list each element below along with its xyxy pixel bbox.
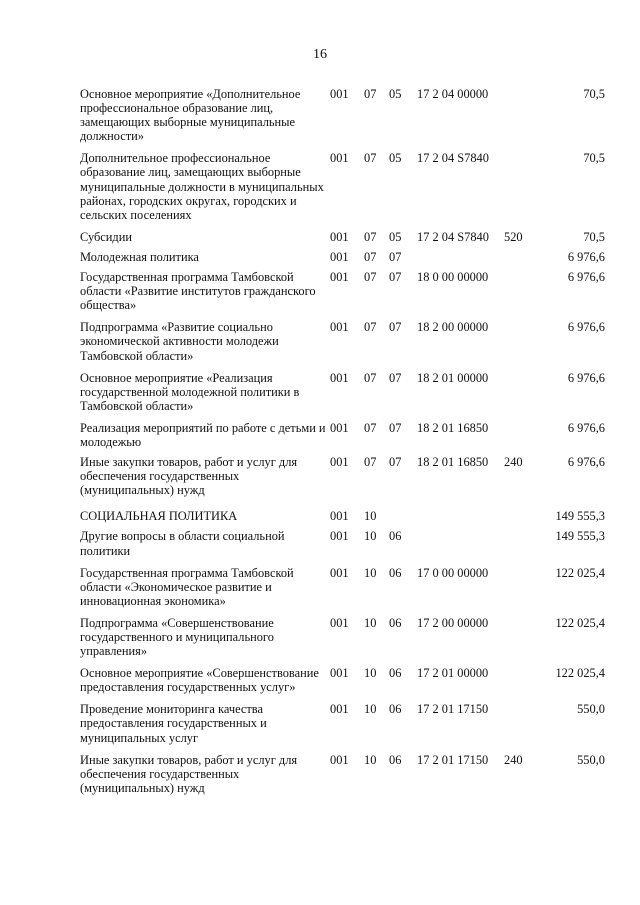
row-name: Основное мероприятие «Дополнительное профессиональное образование лиц, замещающих выборные муниципальные должности» [80,87,301,144]
row-name: Проведение мониторинга качества предоставления государственных и муниципальных услуг [80,702,267,745]
row-code: 001 [330,666,349,681]
table-row [80,566,605,608]
row-article: 18 2 01 16850 [417,420,489,435]
row-code: 001 [330,229,349,244]
row-article: 18 0 00 00000 [417,270,489,285]
row-sum: 70,5 [583,229,605,244]
table-row [80,702,605,744]
row-section: 07 [364,455,377,470]
row-sum: 6 976,6 [567,370,605,385]
row-sum: 6 976,6 [567,420,605,435]
row-code: 001 [330,615,349,630]
row-subsection: 06 [389,565,402,580]
row-code: 001 [330,455,349,470]
table-row [80,270,605,312]
row-subsection: 07 [389,455,402,470]
row-sum: 70,5 [583,87,605,101]
row-article: 17 2 00 00000 [417,615,489,630]
row-name: Субсидии [80,229,132,244]
table-row [80,250,605,264]
row-name: Иные закупки товаров, работ и услуг для обеспечения государственных (муниципальных) нужд [80,752,298,795]
row-subsection: 07 [389,249,402,264]
table-row [80,753,605,795]
row-section: 07 [364,270,377,285]
row-section: 10 [364,509,377,524]
row-sum: 149 555,3 [555,529,605,544]
row-article: 17 0 00 00000 [417,565,489,580]
row-article: 18 2 01 16850 [417,455,489,470]
table-row [80,151,605,221]
row-code: 001 [330,270,349,285]
row-name: Основное мероприятие «Реализация государственной молодежной политики в Тамбовской области» [80,370,300,413]
row-sum: 122 025,4 [555,615,605,630]
row-section: 07 [364,249,377,264]
table-row [80,421,605,449]
row-article: 18 2 01 00000 [417,370,489,385]
row-subsection: 07 [389,420,402,435]
row-code: 001 [330,320,349,335]
row-section: 07 [364,370,377,385]
row-article: 17 2 04 00000 [417,87,489,101]
row-name: Другие вопросы в области социальной политики [80,529,285,558]
row-sum: 550,0 [577,752,605,767]
row-sum: 122 025,4 [555,565,605,580]
row-section: 07 [364,229,377,244]
row-article: 17 2 01 17150 [417,702,489,717]
row-article: 17 2 01 17150 [417,752,489,767]
page-number: 16 [313,47,327,62]
row-name: Молодежная политика [80,249,199,264]
row-code: 001 [330,249,349,264]
row-type: 240 [504,752,523,767]
table-row [80,320,605,362]
row-name: Иные закупки товаров, работ и услуг для обеспечения государственных (муниципальных) нужд [80,455,298,498]
row-name: Реализация мероприятий по работе с детьми и молодежью [80,420,326,449]
row-section: 10 [364,565,377,580]
row-subsection: 07 [389,320,402,335]
row-section: 07 [364,420,377,435]
table-row [80,529,605,557]
row-article: 17 2 01 00000 [417,666,489,681]
row-subsection: 06 [389,666,402,681]
row-section: 10 [364,666,377,681]
row-section: 10 [364,752,377,767]
row-subsection: 05 [389,151,402,166]
row-name: Подпрограмма «Совершенствование государственного и муниципального управления» [80,615,274,659]
row-code: 001 [330,420,349,435]
row-type: 520 [504,229,523,244]
row-code: 001 [330,702,349,717]
row-code: 001 [330,752,349,767]
row-name: Основное мероприятие «Совершенствование предоставления государственных услуг» [80,666,319,695]
row-section: 07 [364,87,377,101]
table-row [80,509,605,523]
row-code: 001 [330,370,349,385]
row-subsection: 05 [389,87,402,101]
row-subsection: 07 [389,370,402,385]
row-sum: 70,5 [583,151,605,166]
row-sum: 6 976,6 [567,249,605,264]
row-article: 18 2 00 00000 [417,320,489,335]
row-code: 001 [330,529,349,544]
row-type: 240 [504,455,523,470]
row-name: Подпрограмма «Развитие социально экономической активности молодежи Тамбовской области» [80,320,279,363]
row-section: 07 [364,151,377,166]
row-name: Государственная программа Тамбовской области «Экономическое развитие и инновационная экономика» [80,565,294,608]
row-sum: 6 976,6 [567,320,605,335]
row-subsection: 07 [389,270,402,285]
row-sum: 6 976,6 [567,455,605,470]
row-section: 10 [364,615,377,630]
row-code: 001 [330,565,349,580]
row-subsection: 06 [389,615,402,630]
row-section: 07 [364,320,377,335]
row-code: 001 [330,87,349,101]
row-name: Государственная программа Тамбовской области «Развитие институтов гражданского общества» [80,270,316,313]
row-subsection: 06 [389,529,402,544]
table-row [80,87,605,143]
row-name: Дополнительное профессиональное образование лиц, замещающих выборные муниципальные должности в муниципальных районах, городских округах, городских и сельских поселениях [80,151,324,222]
row-name: СОЦИАЛЬНАЯ ПОЛИТИКА [80,509,238,524]
row-code: 001 [330,151,349,166]
table-row [80,616,605,658]
row-section: 10 [364,702,377,717]
row-sum: 122 025,4 [555,666,605,681]
row-section: 10 [364,529,377,544]
table-row [80,455,605,497]
row-subsection: 05 [389,229,402,244]
table-row [80,230,605,244]
row-code: 001 [330,509,349,524]
row-sum: 550,0 [577,702,605,717]
row-article: 17 2 04 S7840 [417,229,489,244]
row-sum: 6 976,6 [567,270,605,285]
budget-table [80,87,605,795]
row-subsection: 06 [389,752,402,767]
row-subsection: 06 [389,702,402,717]
row-article: 17 2 04 S7840 [417,151,489,166]
table-row [80,666,605,694]
table-row [80,371,605,413]
row-sum: 149 555,3 [555,509,605,524]
